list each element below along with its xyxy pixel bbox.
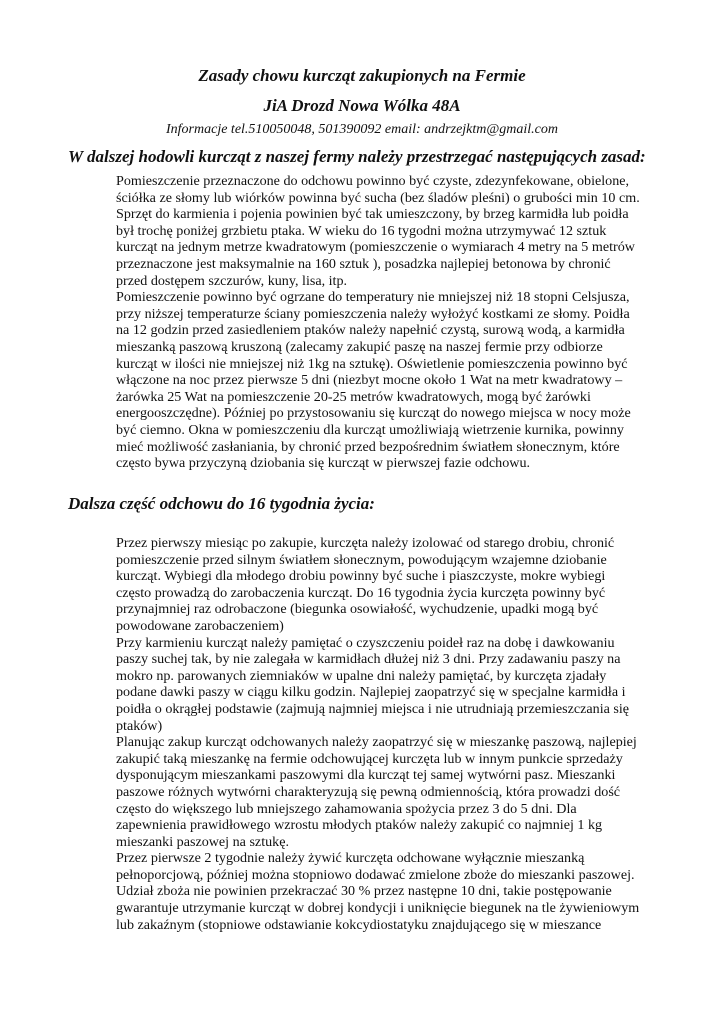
text-line: Planując zakup kurcząt odchowanych należy zaopatrzyć się w mieszankę paszową, najlepiej	[116, 734, 637, 751]
text-line: powodowane zarobaczeniem)	[116, 617, 284, 634]
text-line: poidła o okrągłej podstawie (zajmują najmniej miejsca i nie utrudniają przemieszczania się	[116, 700, 630, 717]
text-line: paszowe różnych wytwórni charakteryzują się pewną odmiennością, która prowadzi dość	[116, 783, 621, 800]
text-line: Udział zboża nie powinien przekraczać 30 % przez następne 10 dni, takie postępowanie	[116, 883, 612, 900]
text-line: był trochę poniżej grzbietu ptaka. W wieku do 16 tygodni można utrzymywać 12 sztuk	[116, 222, 607, 239]
text-line: paszy suchej tak, by nie zalegała w karmidłach dłużej niż 3 dni. Przy zadawaniu paszy na	[116, 651, 621, 668]
contact-info: Informacje tel.510050048, 501390092 email: andrzejktm@gmail.com	[166, 122, 558, 137]
text-line: być ciemno. Okna w pomieszczeniu dla kurcząt umożliwiają wietrzenie kurnika, powinny	[116, 421, 624, 438]
text-line: kurcząt. Wybiegi dla młodego drobiu powinny być suche i piaszczyste, mokre wybiegi	[116, 568, 606, 585]
text-line: podane dawki paszy w ciągu kilku godzin. Najlepiej zaopatrzyć się w specjalne karmidła i	[116, 684, 626, 701]
text-line: często prowadzą do zarobaczenia kurcząt. Do 16 tygodnia życia kurczęta powinny być	[116, 584, 606, 601]
text-line: gwarantuje utrzymanie kurcząt w dobrej kondycji i uniknięcie biegunek na tle żywieniowym	[116, 900, 640, 917]
text-line: energooszczędne). Później po przystosowaniu się kurcząt do nowego miejsca w nocy może	[116, 405, 631, 422]
text-line: włączone na noc przez pierwsze 5 dni (niezbyt mocne około 1 Wat na metr kwadratowy –	[116, 372, 623, 389]
text-line: Pomieszczenie przeznaczone do odchowu powinno być czyste, zdezynfekowane, obielone,	[116, 173, 630, 189]
text-line: Przy karmieniu kurcząt należy pamiętać o czyszczeniu poideł raz na dobę i dawkowaniu	[116, 634, 615, 651]
text-line: przed dostępem szczurów, kuny, lisa, itp.	[116, 272, 348, 289]
text-line: kurcząt na jednym metrze kwadratowym (pomieszczenie o wymiarach 4 metry na 5 metrów	[116, 239, 635, 256]
text-line: przynajmniej raz odrobaczone (biegunka osowiałość, wychudzenie, upadki mogą być	[116, 601, 599, 618]
text-line: mieszanką paszową kruszoną (zalecamy zakupić paszę na naszej fermie przy odbiorze	[116, 338, 603, 355]
text-line: dysponującym mieszankami paszowymi dla kurcząt tej samej wytwórni pasz. Mieszanki	[116, 767, 616, 784]
text-line: pomieszczenie przed silnym światłem słonecznym, powodującym wzajemne dziobanie	[116, 551, 607, 568]
further-rearing-paragraph	[116, 535, 664, 933]
text-line: ściółka ze słomy lub wiórków powinna być sucha (bez śladów pleśni) o grubości min 10 cm.	[116, 189, 640, 206]
text-line: kurcząt w ilości nie mniejszej niż 1kg na sztukę). Oświetlenie pomieszczenia powinno być	[116, 355, 628, 372]
text-line: zakupić taką mieszankę na fermie odchowującej kurczęta lub w innym punkcie sprzedaży	[116, 750, 623, 767]
text-line: mieszanki paszowej na sztukę.	[116, 833, 289, 850]
text-line: przeznaczone jest maksymalnie na 160 sztuk ), posadzka najlepiej betonowa by chronić	[116, 255, 611, 272]
text-line: zapewnienia prawidłowego wzrostu młodych ptaków należy zakupić co najmniej 1 kg	[116, 817, 603, 834]
text-line: na 12 godzin przed zasiedleniem ptaków należy napełnić czystą, surową wodą, a karmidła	[116, 322, 625, 339]
further-rearing-heading: Dalsza część odchowu do 16 tygodnia życia:	[68, 494, 375, 513]
text-line: żarówka 25 Wat na pomieszczenie 20-25 metrów kwadratowych, mogą być żarówki	[116, 388, 591, 405]
text-line: Sprzęt do karmienia i pojenia powinien być tak umieszczony, by brzeg karmidła lub poidła	[116, 206, 629, 223]
text-line: ptaków)	[116, 717, 163, 734]
text-line: Przez pierwsze 2 tygodnie należy żywić kurczęta odchowane wyłącznie mieszanką	[116, 850, 585, 867]
text-line: Przez pierwszy miesiąc po zakupie, kurczęta należy izolować od starego drobiu, chronić	[116, 535, 615, 551]
text-line: Pomieszczenie powinno być ogrzane do temperatury nie mniejszej niż 18 stopni Celsjusza,	[116, 289, 630, 306]
text-line: pełnoporcjową, później można stopniowo dodawać zmielone zboże do mieszanki paszowej.	[116, 866, 635, 883]
farm-name: JiA Drozd Nowa Wólka 48A	[263, 96, 461, 115]
rearing-conditions-paragraph	[116, 173, 664, 472]
text-line: przy niższej temperaturze ściany pomieszczenia należy wyłożyć kostkami ze słomy. Poidła	[116, 305, 630, 322]
text-line: mokro np. parowanych ziemniaków w upalne dni należy pamiętać, by kurczęta zjadały	[116, 667, 607, 684]
text-line: często do większego lub mniejszego zahamowania spożycia przez 3 do 5 dni. Dla	[116, 800, 577, 817]
document-title: Zasady chowu kurcząt zakupionych na Fermie	[198, 66, 526, 85]
text-line: mieć możliwość zasłaniania, by chronić przed bezpośrednim światłem słonecznym, które	[116, 438, 620, 455]
main-rules-heading: W dalszej hodowli kurcząt z naszej fermy należy przestrzegać następujących zasad:	[68, 147, 646, 166]
text-line: lub zakaźnym (stopniowe odstawianie kokcydiostatyku znajdującego się w mieszance	[116, 916, 602, 933]
text-line: często bywa przyczyną dziobania się kurcząt w pierwszej fazie odchowu.	[116, 455, 531, 472]
